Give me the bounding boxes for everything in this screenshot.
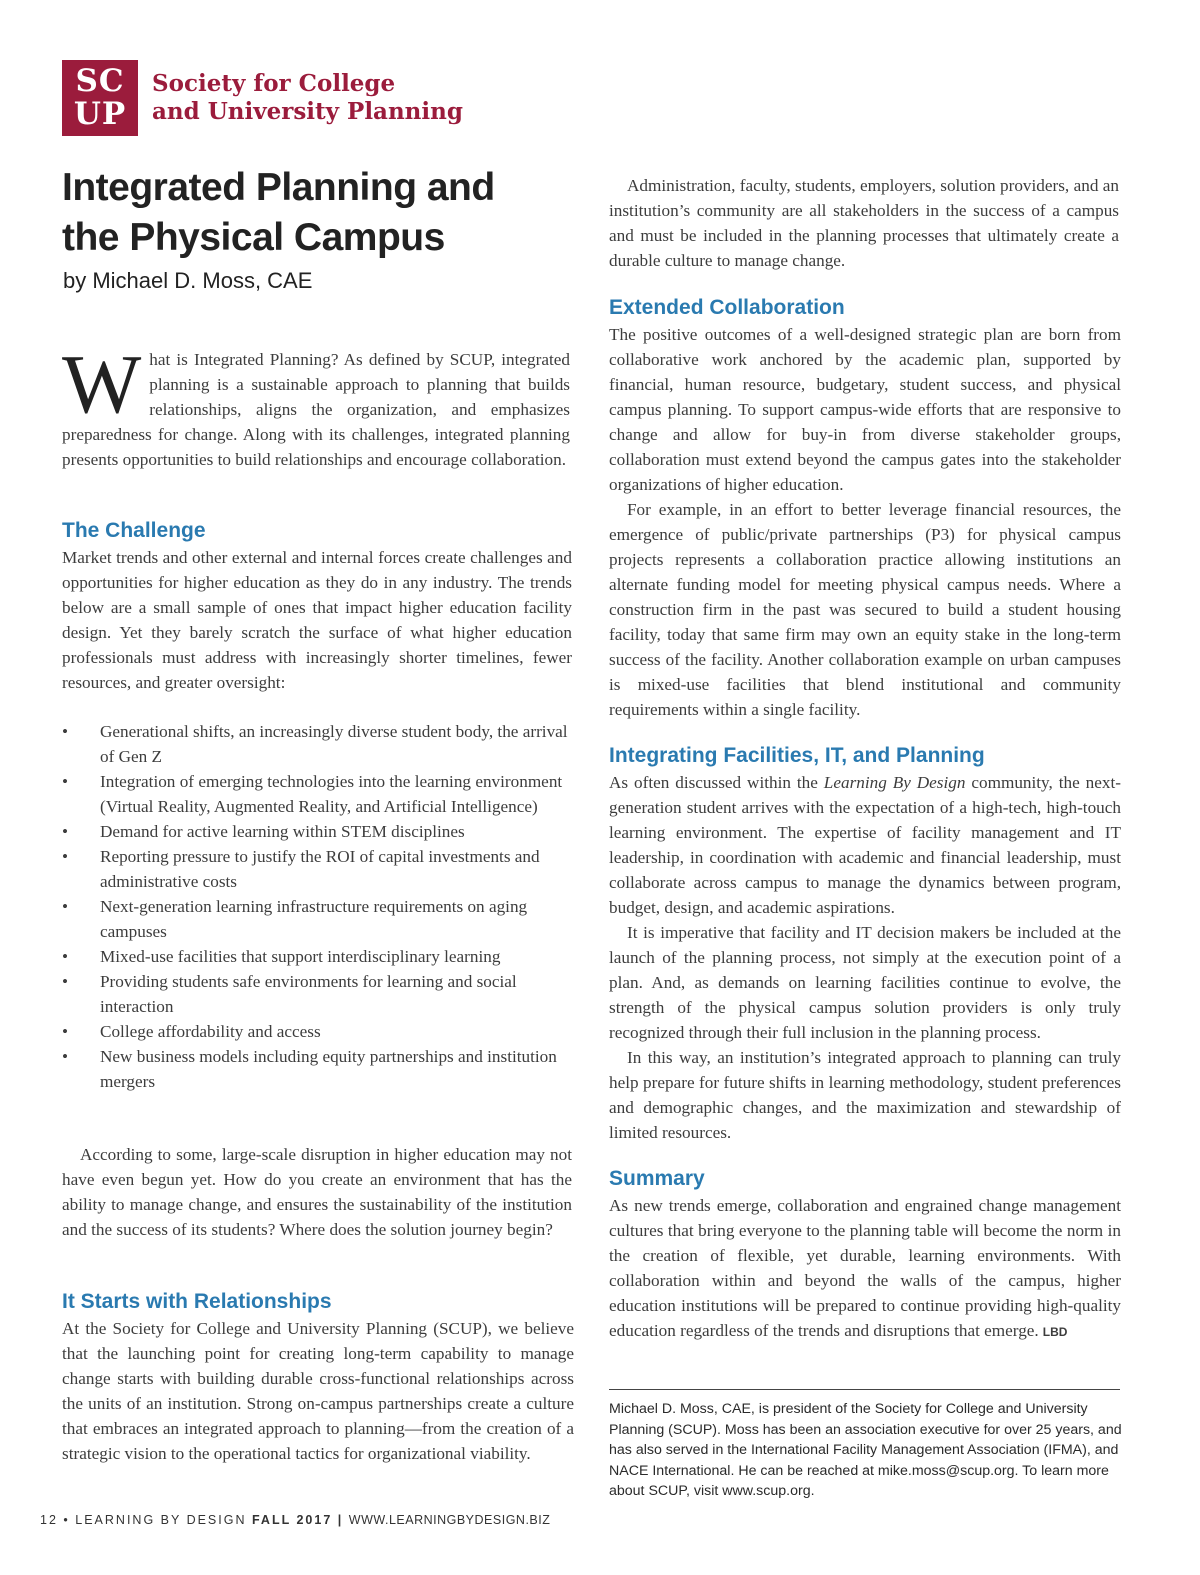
list-item: • Generational shifts, an increasingly diverse student body, the arrival of Gen Z [62,719,574,769]
organization-name-line2: and University Planning [152,98,463,125]
end-mark: LBD [1042,1325,1068,1339]
logo-mark-line1: SC [75,63,125,99]
scup-logo-mark [62,60,138,136]
trends-list [62,719,574,1094]
logo-mark-line2: UP [73,96,127,132]
heading-summary: Summary [609,1167,705,1190]
drop-cap: W [62,338,142,431]
footer-divider: | [337,1513,344,1527]
list-item: • Integration of emerging technologies into the learning environment (Virtual Reality, Augmented Reality, and Artificial Intelligence) [62,769,574,819]
website-url: WWW.LEARNINGBYDESIGN.BIZ [348,1513,551,1527]
author-bio: Michael D. Moss, CAE, is president of the Society for College and University Planning (SCUP). Moss has been an association executive for over 25 years, and has also served in the International Facility Management Association (IFMA), and NACE International. He can be reached at mike.moss@scup.org. To learn more about SCUP, visit www.scup.org. [609,1401,1122,1499]
page-number: 12 [40,1513,58,1527]
list-item: • New business models including equity partnerships and institution mergers [62,1044,574,1094]
integrating-paragraph-1: As often discussed within the Learning By Design community, the next-generation student arrives with the expectation of a high-tech, high-touch learning environment. The expertise of facility management and IT leadership, in coordination with academic and financial leadership, must collaborate across campus to manage the dynamics between program, budget, design, and academic aspirations. [609,773,1121,917]
bullet-icon: • [62,847,69,866]
bio-divider [609,1389,1120,1390]
page-footer [40,1513,550,1527]
integrating-paragraph-2: It is imperative that facility and IT decision makers be included at the launch of the planning process, not simply at the execution point of a plan. And, as demands on learning facilities continue to evolve, the strength of the physical campus solution providers is only truly recognized through their full inclusion in the planning process. [609,923,1121,1042]
scup-logo [62,60,463,136]
list-item: • Providing students safe environments for learning and social interaction [62,969,574,1019]
bullet-icon: • [62,897,69,916]
publication-name: LEARNING BY DESIGN [75,1513,247,1527]
list-item: • College affordability and access [62,1019,574,1044]
integrating-paragraph-3: In this way, an institution’s integrated approach to planning can truly help prepare for future shifts in learning methodology, student preferences and demographic changes, and the maximization and stewardship of limited resources. [609,1048,1121,1142]
issue-label: FALL 2017 [251,1513,333,1527]
list-item: • Next-generation learning infrastructure requirements on aging campuses [62,894,574,944]
organization-name-line1: Society for College [152,70,396,97]
bullet-icon: • [62,722,69,741]
relationships-text: At the Society for College and University Planning (SCUP), we believe that the launching point for creating long-term capability to manage change starts with building durable cross-functional relationships across the units of an institution. Strong on-campus partnerships create a culture that embraces an integrated approach to planning—from the creation of a strategic vision to the operational tactics for organizational viability. [62,1319,574,1463]
bullet-icon: • [62,772,69,791]
heading-the-challenge: The Challenge [62,519,206,542]
heading-extended-collaboration: Extended Collaboration [609,296,845,319]
organization-name [152,70,463,126]
list-item: • Mixed-use facilities that support interdisciplinary learning [62,944,574,969]
heading-integrating: Integrating Facilities, IT, and Planning [609,744,985,767]
bullet-icon: • [62,972,69,991]
disruption-text: According to some, large-scale disruption in higher education may not have even begun yet. How do you create an environment that has the ability to manage change, and ensures the sustainability of the institution and the success of its students? Where does the solution journey begin? [62,1145,572,1239]
extended-collaboration-section [609,322,1121,722]
list-item: • Demand for active learning within STEM disciplines [62,819,574,844]
bullet-icon: • [62,1022,69,1041]
summary-text: As new trends emerge, collaboration and engrained change management cultures that bring everyone to the planning table will become the norm in the creation of flexible, yet durable, learning environments. With collaboration within and beyond the walls of the campus, higher education institutions will be prepared to continue providing high-quality education regardless of the trends and disruptions that emerge. LBD [609,1196,1121,1340]
article-title-line1: Integrated Planning and [62,166,495,209]
integrating-section [609,770,1121,1145]
bullet-icon: • [62,1047,69,1066]
publication-name-italic: Learning By Design [823,773,966,792]
summary-paragraph [609,1193,1121,1345]
challenge-paragraph [62,545,572,695]
bullet-icon: • [62,947,69,966]
article-title-line2: the Physical Campus [62,216,445,259]
bullet-icon: • [62,822,69,841]
intro-text: hat is Integrated Planning? As defined by SCUP, integrated planning is a sustainable approach to planning that builds relationships, aligns the organization, and emphasizes preparedness for change. Along with its challenges, integrated planning presents opportunities to build relationships and encourage collaboration. [62,350,570,469]
disruption-paragraph [62,1142,572,1242]
list-item: • Reporting pressure to justify the ROI of capital investments and administrative costs [62,844,574,894]
footer-separator: • [63,1513,70,1527]
extended-paragraph-1: The positive outcomes of a well-designed strategic plan are born from collaborative work anchored by the academic plan, supported by financial, human resource, budgetary, student success, and physical campus planning. To support campus-wide efforts that are responsive to change and allow for buy-in from diverse stakeholder groups, collaboration must extend beyond the campus gates into the stakeholder organizations of higher education. [609,325,1121,494]
extended-paragraph-2: For example, in an effort to better leverage financial resources, the emergence of public/private partnerships (P3) for physical campus projects represents a collaboration practice allowing institutions an alternate funding model for meeting physical campus needs. Where a construction firm in the past was secured to build a student housing facility, today that same firm may own an equity stake in the long-term success of the facility. Another collaboration example on urban campuses is mixed-use facilities that blend institutional and community requirements within a single facility. [609,500,1121,719]
challenge-text: Market trends and other external and internal forces create challenges and opportunities for higher education as they do in any industry. The trends below are a small sample of ones that impact higher education facility design. Yet they barely scratch the surface of what higher education professionals must address with increasingly shorter timelines, fewer resources, and greater oversight: [62,548,572,692]
intro-paragraph [62,338,570,472]
byline: by Michael D. Moss, CAE [63,268,313,293]
stakeholders-paragraph [609,173,1119,273]
heading-relationships: It Starts with Relationships [62,1290,332,1313]
article-title [62,163,582,263]
stakeholders-text: Administration, faculty, students, employers, solution providers, and an institution’s community are all stakeholders in the success of a campus and must be included in the planning processes that ultimately create a durable culture to manage change. [609,176,1119,270]
relationships-paragraph [62,1316,574,1466]
